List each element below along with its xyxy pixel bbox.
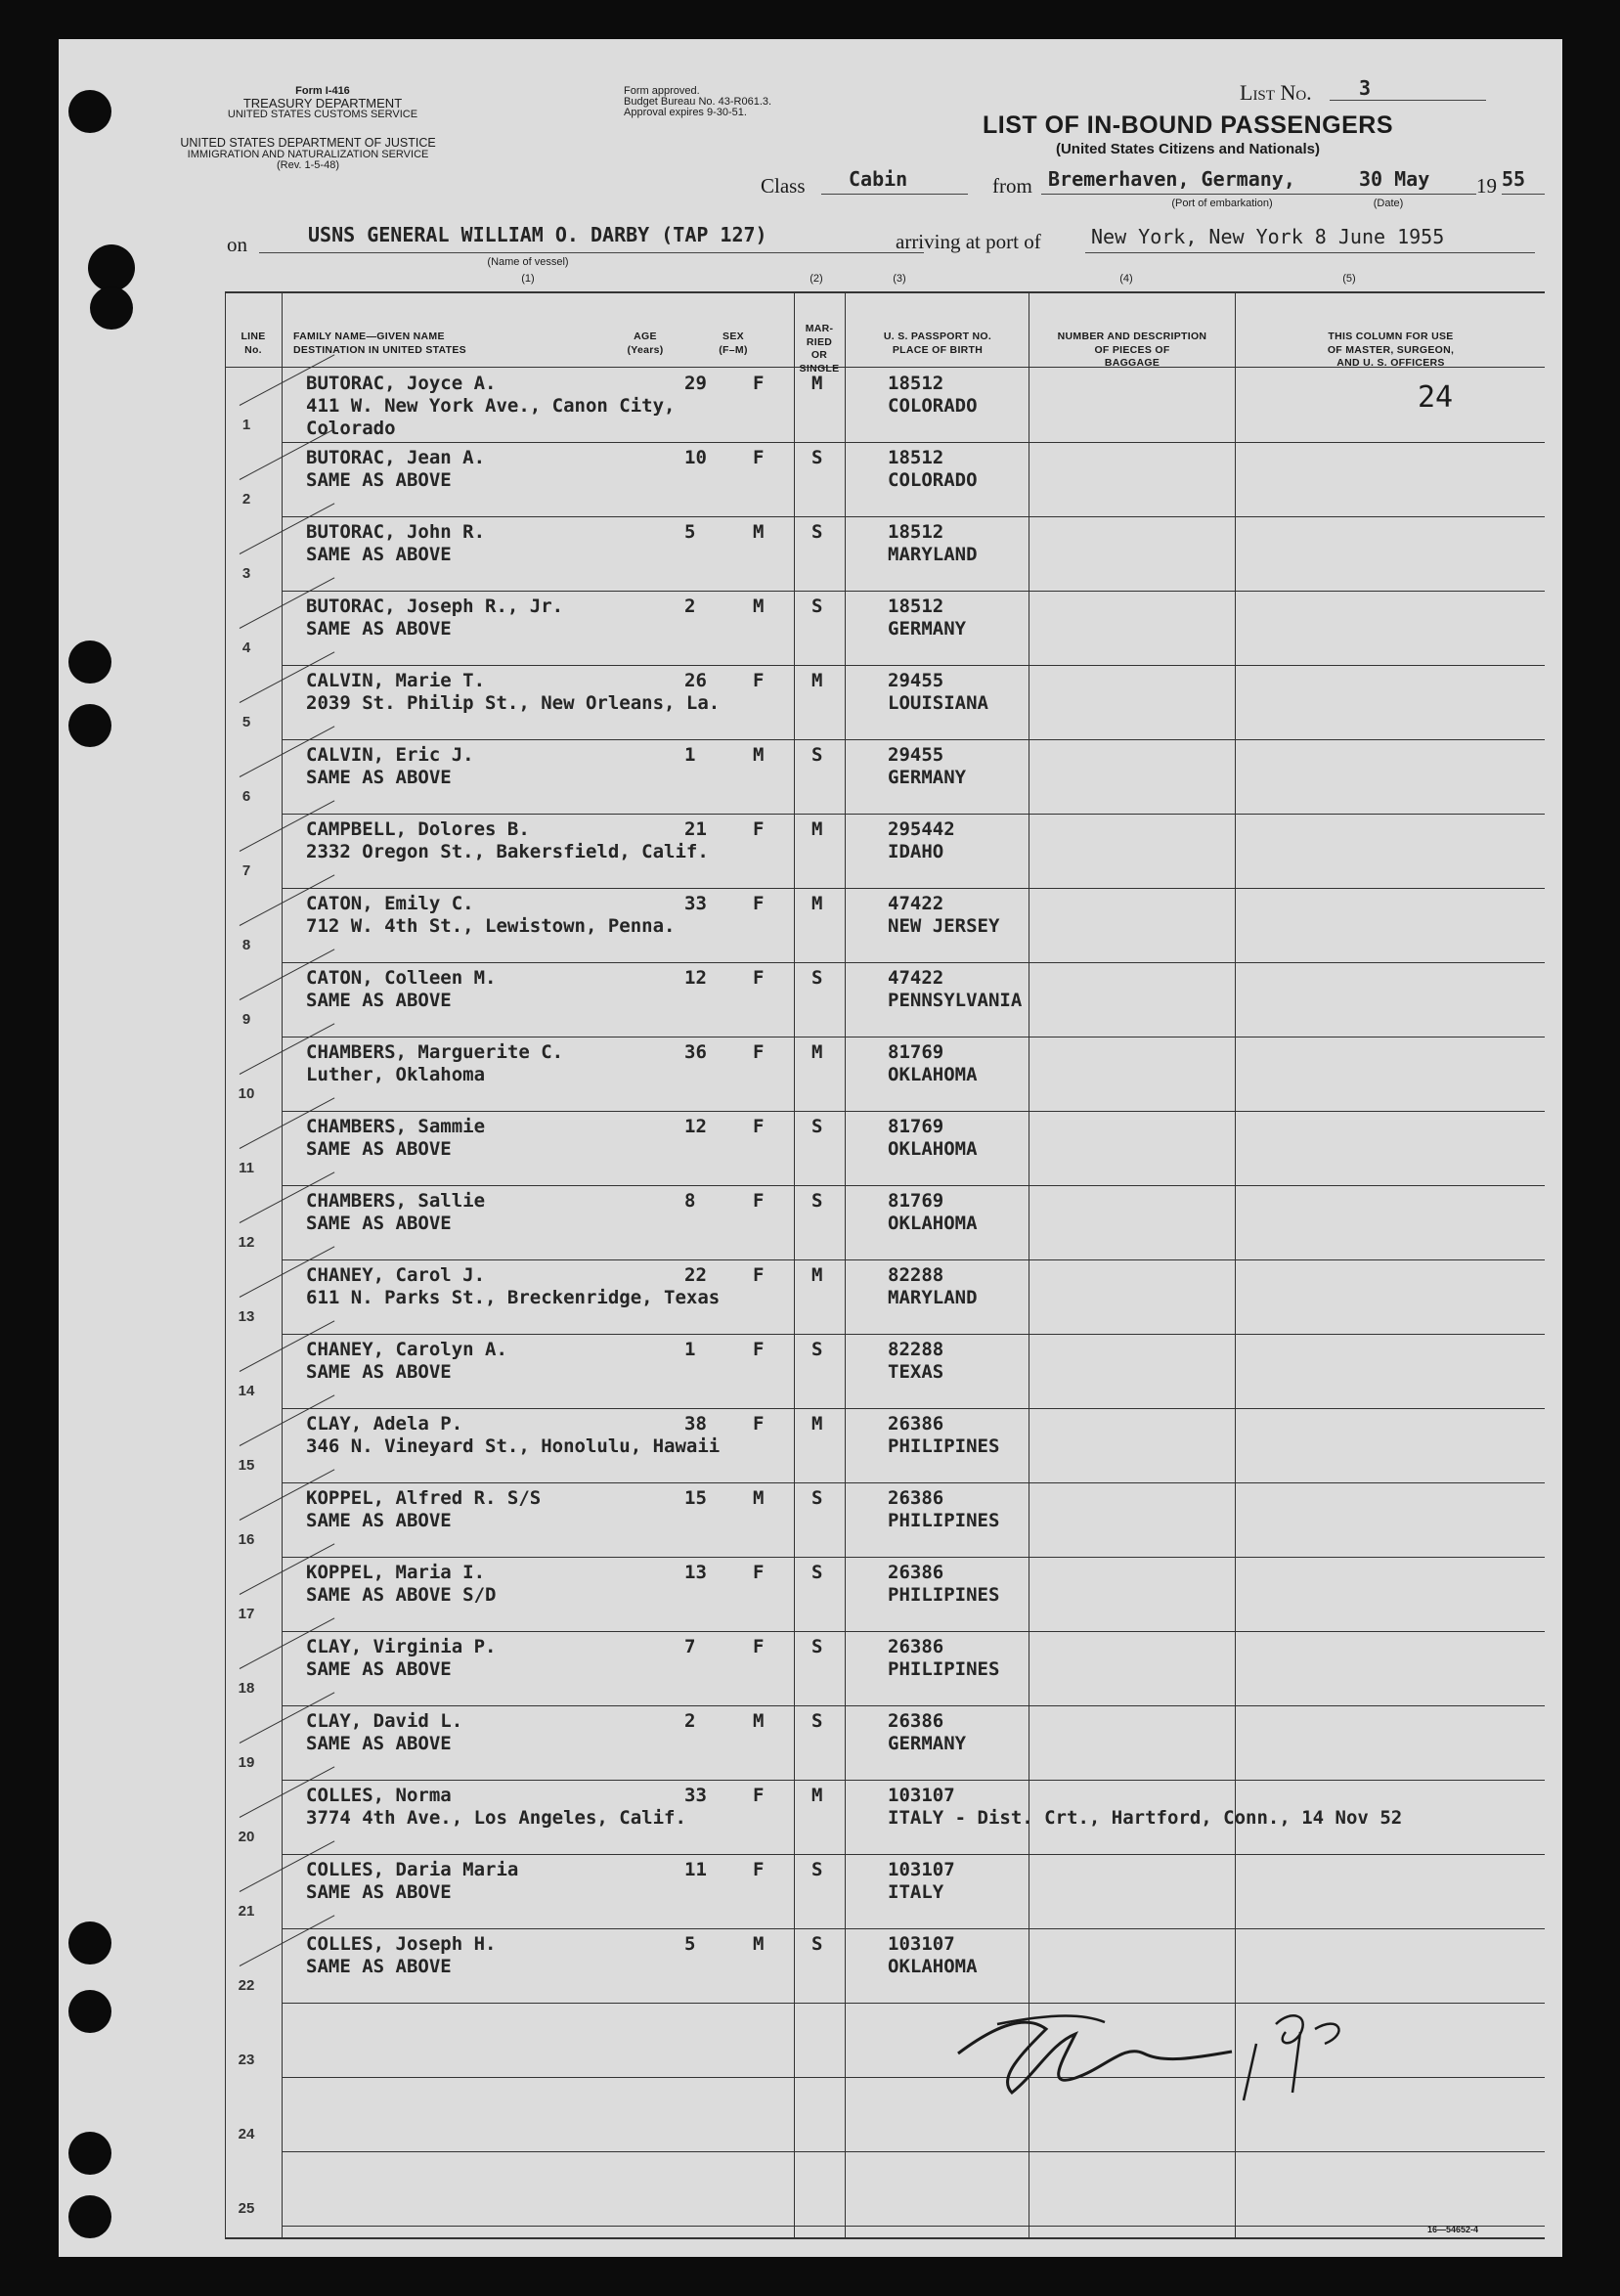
passport-number: 81769 — [888, 1116, 944, 1137]
place-of-birth: OKLAHOMA — [888, 1213, 978, 1234]
passenger-name: CHANEY, Carolyn A. — [306, 1339, 507, 1360]
column-number-2: (2) — [810, 273, 823, 285]
marital-status: S — [811, 596, 823, 617]
line-number: 21 — [238, 1903, 255, 1920]
place-of-birth: MARYLAND — [888, 544, 978, 565]
passenger-name: CHAMBERS, Sallie — [306, 1190, 486, 1212]
line-number: 14 — [238, 1383, 255, 1399]
year-prefix: 19 — [1476, 174, 1497, 198]
marital-status: S — [811, 1339, 823, 1360]
marital-status: M — [811, 893, 823, 914]
sex: F — [753, 1190, 765, 1212]
sex: F — [753, 967, 765, 989]
line-number: 8 — [241, 937, 251, 953]
bureau-label: Budget Bureau No. 43-R061.3. — [624, 96, 772, 108]
line-number: 6 — [241, 788, 251, 805]
on-label: on — [227, 233, 247, 256]
form-header-left — [205, 86, 440, 120]
sex: F — [753, 1339, 765, 1360]
line-number: 17 — [238, 1606, 255, 1622]
row-divider — [282, 888, 1545, 889]
passport-number: 82288 — [888, 1339, 944, 1360]
row-divider — [282, 1705, 1545, 1706]
destination: SAME AS ABOVE — [306, 1658, 452, 1680]
row-divider — [282, 591, 1545, 592]
passenger-name: COLLES, Joseph H. — [306, 1933, 497, 1955]
age: 15 — [684, 1487, 707, 1509]
passport-number: 47422 — [888, 893, 944, 914]
sex: F — [753, 373, 765, 394]
line-number: 5 — [241, 714, 251, 730]
marital-status: M — [811, 818, 823, 840]
destination: SAME AS ABOVE — [306, 1733, 452, 1754]
destination: 3774 4th Ave., Los Angeles, Calif. — [306, 1807, 686, 1829]
destination: SAME AS ABOVE — [306, 1956, 452, 1977]
document-subtitle: (United States Citizens and Nationals) — [1055, 141, 1321, 157]
age: 1 — [684, 744, 696, 766]
column-header-baggage: NUMBER AND DESCRIPTION OF PIECES OF BAGGAGE — [1057, 331, 1207, 370]
passport-number: 26386 — [888, 1562, 944, 1583]
line-number: 9 — [241, 1011, 251, 1028]
column-header-line: LINE No. — [241, 331, 266, 356]
marital-status: S — [811, 967, 823, 989]
line-number: 7 — [241, 862, 251, 879]
age: 22 — [684, 1264, 707, 1286]
column-header-sex: SEX (F–M) — [719, 331, 748, 356]
year-value: 55 — [1502, 167, 1526, 191]
form-approval — [624, 86, 819, 118]
passenger-name: CHAMBERS, Marguerite C. — [306, 1041, 564, 1063]
line-number: 20 — [238, 1829, 255, 1845]
from-label: from — [992, 174, 1032, 198]
passport-number: 29455 — [888, 744, 944, 766]
passenger-name: CALVIN, Eric J. — [306, 744, 474, 766]
sex: F — [753, 1041, 765, 1063]
place-of-birth: GERMANY — [888, 618, 967, 640]
age: 5 — [684, 1933, 696, 1955]
age: 33 — [684, 1785, 707, 1806]
age: 21 — [684, 818, 707, 840]
passenger-name: CLAY, David L. — [306, 1710, 463, 1732]
passport-number: 26386 — [888, 1636, 944, 1657]
passenger-name: CHAMBERS, Sammie — [306, 1116, 486, 1137]
sex: M — [753, 596, 765, 617]
passenger-name: BUTORAC, Joyce A. — [306, 373, 497, 394]
manifest-page — [59, 39, 1562, 2257]
passport-number: 295442 — [888, 818, 955, 840]
row-divider — [282, 2226, 1545, 2227]
marital-status: S — [811, 521, 823, 543]
passport-number: 26386 — [888, 1413, 944, 1435]
line-number: 19 — [238, 1754, 255, 1771]
marital-status: S — [811, 1190, 823, 1212]
passport-number: 29455 — [888, 670, 944, 691]
sex: F — [753, 1785, 765, 1806]
approval-label: Form approved. — [624, 85, 700, 97]
line-number: 25 — [238, 2200, 255, 2217]
column-number-5: (5) — [1342, 273, 1356, 285]
passport-number: 81769 — [888, 1041, 944, 1063]
passport-number: 18512 — [888, 447, 944, 468]
marital-status: M — [811, 1785, 823, 1806]
passenger-name: COLLES, Daria Maria — [306, 1859, 519, 1880]
binder-hole — [68, 2132, 111, 2175]
destination: 2332 Oregon St., Bakersfield, Calif. — [306, 841, 709, 862]
line-number: 23 — [238, 2052, 255, 2068]
column-number-4: (4) — [1119, 273, 1133, 285]
arriving-label: arriving at port of — [896, 230, 1041, 253]
marital-status: M — [811, 1041, 823, 1063]
destination: SAME AS ABOVE S/D — [306, 1584, 497, 1606]
marital-status: S — [811, 447, 823, 468]
passenger-name: CALVIN, Marie T. — [306, 670, 486, 691]
passport-number: 81769 — [888, 1190, 944, 1212]
marital-status: M — [811, 373, 823, 394]
row-divider — [282, 1631, 1545, 1632]
age: 26 — [684, 670, 707, 691]
list-number-value: 3 — [1359, 76, 1372, 100]
sex: F — [753, 1116, 765, 1137]
passenger-name: KOPPEL, Alfred R. S/S — [306, 1487, 542, 1509]
sex: M — [753, 1710, 765, 1732]
passport-number: 18512 — [888, 596, 944, 617]
row-divider — [282, 516, 1545, 517]
line-number: 11 — [239, 1160, 254, 1176]
place-of-birth: OKLAHOMA — [888, 1064, 978, 1085]
revision-label: (Rev. 1-5-48) — [277, 158, 339, 171]
row-divider — [282, 442, 1545, 443]
passenger-name: BUTORAC, Joseph R., Jr. — [306, 596, 564, 617]
row-divider — [282, 1780, 1545, 1781]
marital-status: S — [811, 1710, 823, 1732]
destination: SAME AS ABOVE — [306, 990, 452, 1011]
line-number: 24 — [238, 2126, 255, 2142]
passport-number: 18512 — [888, 521, 944, 543]
place-of-birth: PHILIPINES — [888, 1658, 1000, 1680]
passport-number: 26386 — [888, 1487, 944, 1509]
place-of-birth: GERMANY — [888, 767, 967, 788]
binder-hole — [68, 640, 111, 684]
destination: 712 W. 4th St., Lewistown, Penna. — [306, 915, 676, 937]
place-of-birth: GERMANY — [888, 1733, 967, 1754]
passport-number: 103107 — [888, 1859, 955, 1880]
row-divider — [282, 1111, 1545, 1112]
line-number: 22 — [238, 1977, 255, 1994]
place-of-birth: PENNSYLVANIA — [888, 990, 1023, 1011]
destination: SAME AS ABOVE — [306, 1881, 452, 1903]
sex: F — [753, 670, 765, 691]
binder-hole — [68, 90, 111, 133]
form-number: Form I-416 — [295, 85, 350, 97]
officer-note: 24 — [1418, 380, 1454, 415]
row-divider — [282, 1185, 1545, 1186]
passenger-name: CATON, Emily C. — [306, 893, 474, 914]
destination: SAME AS ABOVE — [306, 1213, 452, 1234]
marital-status: S — [811, 1859, 823, 1880]
destination: SAME AS ABOVE — [306, 469, 452, 491]
place-of-birth: MARYLAND — [888, 1287, 978, 1308]
place-of-birth: COLORADO — [888, 469, 978, 491]
destination: SAME AS ABOVE — [306, 1138, 452, 1160]
row-divider — [282, 1482, 1545, 1483]
place-of-birth: OKLAHOMA — [888, 1138, 978, 1160]
passenger-name: BUTORAC, Jean A. — [306, 447, 486, 468]
row-divider — [282, 1854, 1545, 1855]
sex: F — [753, 1264, 765, 1286]
place-of-birth: ITALY - Dist. Crt., Hartford, Conn., 14 Nov 52 — [888, 1807, 1403, 1829]
class-label: Class — [761, 174, 806, 198]
destination: 346 N. Vineyard St., Honolulu, Hawaii — [306, 1435, 721, 1457]
line-number: 13 — [238, 1308, 255, 1325]
passenger-name: COLLES, Norma — [306, 1785, 452, 1806]
destination: SAME AS ABOVE — [306, 767, 452, 788]
customs-label: UNITED STATES CUSTOMS SERVICE — [227, 109, 418, 120]
binder-hole — [68, 1921, 111, 1965]
justice-label: UNITED STATES DEPARTMENT OF JUSTICE — [180, 136, 436, 150]
age: 1 — [684, 1339, 696, 1360]
passenger-name: CLAY, Virginia P. — [306, 1636, 497, 1657]
marital-status: S — [811, 1487, 823, 1509]
place-of-birth: PHILIPINES — [888, 1510, 1000, 1531]
sex: M — [753, 521, 765, 543]
sex: F — [753, 1859, 765, 1880]
sex: M — [753, 1487, 765, 1509]
form-print-code: 16—54652-4 — [1427, 2225, 1479, 2234]
sex: M — [753, 1933, 765, 1955]
row-divider — [282, 2151, 1545, 2152]
passport-number: 18512 — [888, 373, 944, 394]
binder-hole — [88, 244, 135, 291]
row-divider — [282, 739, 1545, 740]
destination-continued: Colorado — [306, 418, 396, 439]
line-number: 2 — [241, 491, 251, 508]
age: 38 — [684, 1413, 707, 1435]
passport-number: 26386 — [888, 1710, 944, 1732]
line-number: 18 — [238, 1680, 255, 1697]
list-number-label: List No. — [1240, 80, 1312, 105]
marital-status: S — [811, 1116, 823, 1137]
age: 2 — [684, 1710, 696, 1732]
column-header-married: MAR- RIED OR SINGLE — [799, 323, 840, 375]
column-number-1: (1) — [521, 273, 535, 285]
place-of-birth: ITALY — [888, 1881, 944, 1903]
vessel-name: USNS GENERAL WILLIAM O. DARBY (TAP 127) — [308, 223, 767, 246]
marital-status: S — [811, 1933, 823, 1955]
inspector-signature — [939, 1985, 1427, 2132]
line-number: 3 — [241, 565, 251, 582]
passenger-name: CHANEY, Carol J. — [306, 1264, 486, 1286]
place-of-birth: TEXAS — [888, 1361, 944, 1383]
row-divider — [282, 1408, 1545, 1409]
marital-status: M — [811, 1264, 823, 1286]
place-of-birth: COLORADO — [888, 395, 978, 417]
expires-label: Approval expires 9-30-51. — [624, 107, 747, 118]
sex: F — [753, 1636, 765, 1657]
column-header-passport: U. S. PASSPORT NO. PLACE OF BIRTH — [883, 331, 992, 356]
row-divider — [282, 1557, 1545, 1558]
line-number: 12 — [238, 1234, 255, 1251]
marital-status: S — [811, 744, 823, 766]
arrival-port-date: New York, New York 8 June 1955 — [1091, 225, 1445, 248]
line-number: 1 — [241, 417, 251, 433]
row-divider — [282, 1334, 1545, 1335]
binder-hole — [68, 2195, 111, 2238]
passport-number: 103107 — [888, 1933, 955, 1955]
sex: F — [753, 818, 765, 840]
sex: F — [753, 893, 765, 914]
sex: F — [753, 447, 765, 468]
line-number: 4 — [241, 640, 251, 656]
place-of-birth: IDAHO — [888, 841, 944, 862]
marital-status: M — [811, 670, 823, 691]
place-of-birth: LOUISIANA — [888, 692, 988, 714]
line-number: 15 — [238, 1457, 255, 1474]
place-of-birth: PHILIPINES — [888, 1435, 1000, 1457]
age: 5 — [684, 521, 696, 543]
port-of-embarkation: Bremerhaven, Germany, — [1048, 167, 1295, 191]
destination: Luther, Oklahoma — [306, 1064, 486, 1085]
sex: F — [753, 1562, 765, 1583]
line-number: 16 — [238, 1531, 255, 1548]
age: 29 — [684, 373, 707, 394]
date-caption: (Date) — [1373, 198, 1404, 209]
row-divider — [282, 1037, 1545, 1038]
passport-number: 47422 — [888, 967, 944, 989]
row-divider — [282, 665, 1545, 666]
column-number-3: (3) — [893, 273, 906, 285]
embarkation-date: 30 May — [1359, 167, 1430, 191]
document-title: LIST OF IN-BOUND PASSENGERS — [982, 111, 1393, 139]
destination: SAME AS ABOVE — [306, 544, 452, 565]
column-header-name: FAMILY NAME—GIVEN NAME DESTINATION IN UNITED STATES — [293, 331, 466, 356]
age: 7 — [684, 1636, 696, 1657]
passport-number: 82288 — [888, 1264, 944, 1286]
line-number: 10 — [238, 1085, 255, 1102]
form-header-justice — [137, 137, 479, 171]
place-of-birth: PHILIPINES — [888, 1584, 1000, 1606]
place-of-birth: OKLAHOMA — [888, 1956, 978, 1977]
column-header-officers: THIS COLUMN FOR USE OF MASTER, SURGEON, AND U. S. OFFICERS — [1327, 331, 1455, 370]
row-divider — [282, 1259, 1545, 1260]
row-divider — [282, 1928, 1545, 1929]
binder-hole — [68, 1990, 111, 2033]
destination: SAME AS ABOVE — [306, 618, 452, 640]
passenger-name: BUTORAC, John R. — [306, 521, 486, 543]
destination: 411 W. New York Ave., Canon City, — [306, 395, 676, 417]
destination: 2039 St. Philip St., New Orleans, La. — [306, 692, 721, 714]
age: 2 — [684, 596, 696, 617]
passenger-name: CAMPBELL, Dolores B. — [306, 818, 530, 840]
destination: SAME AS ABOVE — [306, 1361, 452, 1383]
sex: F — [753, 1413, 765, 1435]
destination: 611 N. Parks St., Breckenridge, Texas — [306, 1287, 721, 1308]
binder-hole — [90, 287, 133, 330]
sex: M — [753, 744, 765, 766]
age: 36 — [684, 1041, 707, 1063]
binder-hole — [68, 704, 111, 747]
vessel-caption: (Name of vessel) — [487, 256, 569, 268]
passenger-name: KOPPEL, Maria I. — [306, 1562, 486, 1583]
row-divider — [282, 814, 1545, 815]
age: 11 — [684, 1859, 707, 1880]
treasury-label: TREASURY DEPARTMENT — [242, 96, 403, 110]
destination: SAME AS ABOVE — [306, 1510, 452, 1531]
column-header-age: AGE (Years) — [627, 331, 664, 356]
age: 13 — [684, 1562, 707, 1583]
row-divider — [282, 962, 1545, 963]
age: 33 — [684, 893, 707, 914]
marital-status: S — [811, 1562, 823, 1583]
age: 10 — [684, 447, 707, 468]
place-of-birth: NEW JERSEY — [888, 915, 1000, 937]
marital-status: M — [811, 1413, 823, 1435]
age: 12 — [684, 967, 707, 989]
passenger-name: CLAY, Adela P. — [306, 1413, 463, 1435]
passenger-name: CATON, Colleen M. — [306, 967, 497, 989]
age: 8 — [684, 1190, 696, 1212]
class-value: Cabin — [849, 167, 908, 191]
port-caption: (Port of embarkation) — [1171, 198, 1273, 209]
ins-label: IMMIGRATION AND NATURALIZATION SERVICE — [187, 148, 429, 160]
passport-number: 103107 — [888, 1785, 955, 1806]
age: 12 — [684, 1116, 707, 1137]
marital-status: S — [811, 1636, 823, 1657]
